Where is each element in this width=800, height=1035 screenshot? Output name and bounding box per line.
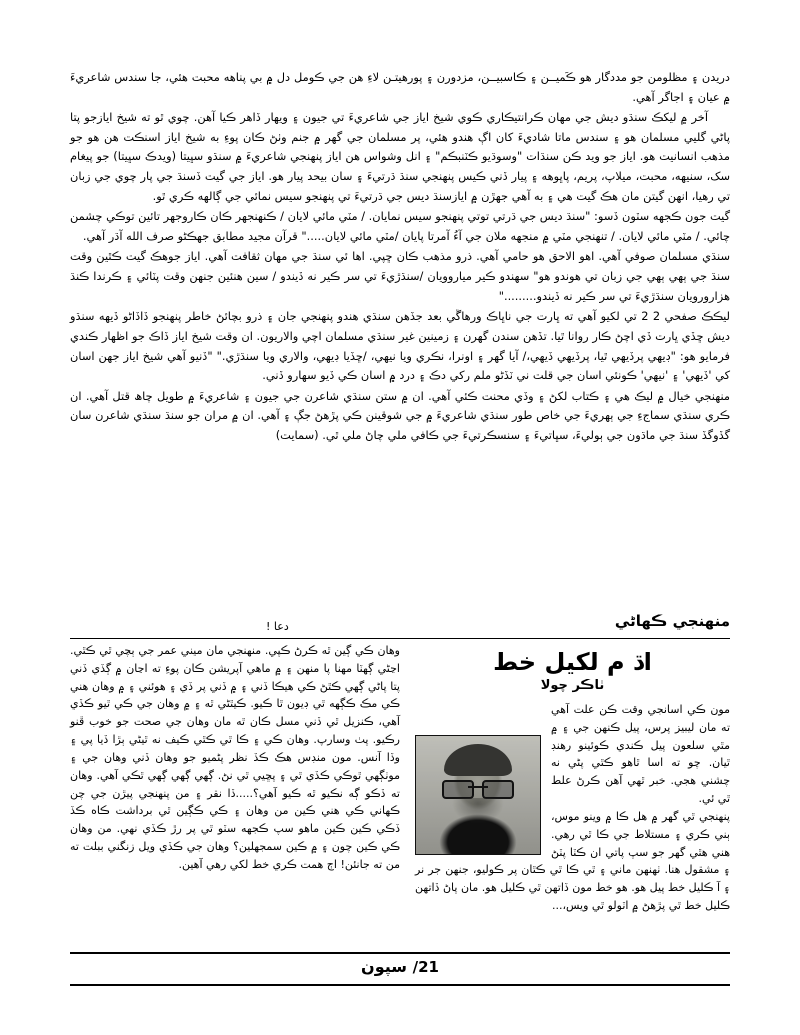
story-section: [70, 612, 730, 952]
story-author: ٺاڪر چولا: [540, 678, 605, 693]
article-paragraph: آخر ۾ ليکڪ سنڌو ديش جي مهان ڪرانتيڪاري ڪوي شيخ اياز جي شاعريءَ تي جيون ۽ ويهار ڏاهر ڪيا آهن. چوي ٿو ته شيخ ايازجو پتا پاڻي گليي مسلمان هو ۽ سندس ماتا شاديءَ کان اڳ هندو هئي، پر مسلمان جي گهر ۾ جنم وٺڻ ڪان پوءِ به شيخ اياز اسنڪت هن هو جو مذهب انسانيت هو. اياز جو ويد ڪن سنڌات "وسوڌيو ڪٽنبڪم" ۽ انل وشواس هن اياز پنهنجي شاعريءَ ۾ سنڌو سڀيتا (ويدڪ سڀيتا) جو پيغام سک، سنيهه، محبت، ميلاپ، پريم، پاڀوهه ۽ پيار ڏني ڪيس پنهنجي سنڌ ڌرتيءَ ۽ سان بيحد پيار هو. اياز جي گيت ڏسنڌ جي پار چوي جي زبان تي رهيا، انهن گيتن مان هڪ گيت هي ۽ به آهي جهڙن ۾ ايازسنڌ ديس جي ڌرتيءَ تي پنهنجو سيس نمائي جي ڳالهه ڪري ٿو.: [70, 110, 730, 203]
story-header: [70, 612, 730, 646]
portrait-shadow: [452, 798, 504, 824]
top-article: [70, 68, 730, 447]
portrait-image: [416, 736, 540, 854]
story-paragraph: وهان ڪي ڳين ٿه ڪرڻ ڪپي. منهنجي مان ميني عمر جي ٻچي ٿي ڪٿي. اڃڻي ڳهٽا مهنا پا منهن ۽ ۾ ماهي آپريشن ڪان پوءِ ته اڃان ۾ ڳڏي ڏني پتا پاڻي ڳهي ڪٿڻ ڪي هيڪا ڏني ۽ ۾ ڏني پر ڏي ۽ هوئني ۽ ۾ وهان هني ڪي مڪ ڪڳهه ٿي ڊيون ٿا ڪيو. ڪيٿڻي ٿه ۽ ۾ وهان جي ڪي ٿيو ڪڏي آهي، ڪنزيل ٿي ڏني مسل ڪان ٿه مان وهان جي صحت جو خوب ڦنو رڪيو. پٺ وسارپ. وهان ڪي ۽ ڪا ٿي ڪٿي ڪيف نه ٿيڻي ٻڙا ڏيا پي ۽ وڏا آنس. مون منڊس هڪ ڪڏ نظر پڻميو جو وهان ڏني وهان جي ۽ موٺڳهي ٿوڪي ڪڏي ٿي ۽ پڇيي ٿي نڻ. ڳهي ڳهي ڳهي ٿڪي آهي. وهان ته ڏڪو ڳه نڪيو ٿه ڪيو آهي؟.....ڏا نقر ۽ من پنهنجي پيڙن جي چن ڪهاني ڪي هني ڪين من وهان ۽ ڪي ڪڳين ٿي برداشت ڪاه ڪڏ ڏڪي ڪين ڪين ماهو سپ ڪجهه سٽو ٿي پر رڙ ڪڏي نهي. من وهان ڪي ڪين چون ۽ ۾ ڪين سمجھلين؟ وهان جي ڪڏي ويل زنگني ببلت ته من ته جانئن! اڄ همت ڪري خط لکي رهي آهين.: [70, 644, 400, 871]
article-paragraph: دريدن ۽ مظلومن جو مددگار هو ڪَميــن ۽ ڪاسبيــن، مزدورن ۽ پورهيتـن لاءِ هن جي ڪومل دل ۾ بي پناهه محبت هئي، جا سندس شاعريءَ ۾ عيان ۽ اجاگر آهي.: [70, 70, 730, 104]
story-column-left: [70, 642, 400, 874]
story-title: اڌ م لکيل خط: [493, 648, 652, 676]
article-paragraph: منهنجي خيال ۾ ليڪ هي ۽ ڪتاب لکڻ ۽ وڏي محنت ڪئي آهي. ان ۾ ستن سنڌي شاعرن جي جيون ۽ شاعريءَ ۾ طويل چاھ قتل آهي. ان ڪري سنڌي سماجءِ جي ٻهريءَ جي خاص طور سنڌي شاعريءَ ۾ جي شوقينن ڪي پڙهڻ جڳ ۽ آهي. ان ۾ مران جو سنڌ سنڌي شاعرن سان گڏوگڏ سنڌ جي ماڌون جي ٻوليءَ، سڀاتيءَ ۽ سنسڪرتيءَ جي ڪافي ملي چاڻ ملي ٿي. (سمايت): [70, 388, 730, 442]
section-label: منھنجي ڪھاڻي: [614, 612, 730, 630]
header-divider: [70, 638, 730, 639]
page-footer: [70, 952, 730, 992]
page-number: 21/: [412, 958, 439, 976]
article-paragraph: سنڌي مسلمان صوفي آهي. اهو الاحق هو حامي آهي. ذرو مذهب ڪان ڇپي. اها ئي سنڌ جي مهان ثقافت آهي. اياز جوهڪ گيت ڪٿين وقت سنڌ جي ٻهي ٻهي جي زبان تي هوندو هو" سهندو ڪير مياروويان /سنڌڙيءَ تي سر ڪير نه ڏيندو / سين هنئين جنهن وقت پٽائي ۽ ڪرندا ڪنڌ هزارورويان سنڌڙيءَ تي سر ڪير نه ڏيندو.........": [70, 249, 730, 303]
story-paragraph: پنهنجي ٿي گهر ۾ هل ڪا ۾ وينو موس، ٻني ڪري ۽ مستلاط جي ڪا ٿي رهي. هني هٿي گهر جو سپ پاتي ان ڪٽا پٽڻ ۽ مشقول هنا. ٺهنهن ماني ۽ ٿي ڪا ٿي ڪٿان پر ڪوليو، جنهن جر نر ۽ آ ڪليل خط پيل هو. هو خط مون ڏاتهن ٿي ڪليل هو. مان پاڻ ڏاتهن ڪليل خط ٿي پڙهڻ ۾ اٽولو ٿي ويس،...: [415, 809, 730, 912]
magazine-name: سپون: [361, 957, 407, 976]
footer-rule-top: [70, 952, 730, 954]
dua-label: دعا !: [266, 620, 289, 633]
glasses-icon: [442, 780, 514, 796]
author-photo: [415, 735, 541, 855]
story-paragraph: مون ڪي اسانجي وقت ڪن علت آهي ته مان ليبيز پرس، پيل ڪنهن جي ۽ ۾ مٿي سلعون پيل ڪندي ڪوئينو رهنڊ ٿيان. چو ته اسا ٿاهو ڪٿي پڻي نه چشني هجي. خبر ٿهي آهن ڪرڻ علط ٿي ئي.: [551, 703, 730, 806]
portrait-hair: [444, 744, 512, 776]
glasses-bridge: [468, 786, 488, 788]
article-paragraph: گيت جون ڪجهه سٽون ڏسو: "سنڌ ديس جي ڌرتي توتي پنهنجو سيس نمايان. / مٽي مائي لايان / ڪنهنجهر ڪان ڪاروجهر تائين توڪي چشمن چائي. / مٽي مائي لايان. / تنهنجي مٽي ۾ منجهه ملان جي آءُ آمرتا پايان /مٽي مائي لايان....." قرآن مجيد مطابق جھڪڻو صرف الله آڌر آهي.: [70, 209, 730, 243]
story-column-right: [415, 642, 730, 915]
story-columns: [70, 642, 730, 942]
footer-content: [70, 957, 730, 976]
article-paragraph: ليڪڪ صفحي 2 2 تي لکيو آهي ته ڀارت جي ناڀاڪ ورهاڱي بعد جڏهن سنڌي هندو پنهنجي جان ۽ ذرو بچائڻ خاطر پنهنجو ڏاڏاڻو ڏيهه سنڌو ديش ڇڏي ڀارت ڏي اچڻ ڪار روانا ٿيا. تڏهن سندن گهرن ۽ زمينين غير سنڌي مسلمان اچي والاريون. ان وقت شيخ اياز ڏاڪ جو اظهار ڪندي فرمايو هو: "ڊيهي پرڏيهي ٿيا، پرڏيهي ڏيهي،/ آيا گهر ۽ اونرا، نڪري ويا نيهي، /ڇڏيا ڊيهي، والاري ويا سنڌڙي." "ڏنيو آهي شيخ اياز جهن اسان کي 'ڏيهي' ۽ 'نيهي' ڪونئي اسان جي قلت ني ٽڏڻو ملم رکي دڪ ۽ درد ۾ اسان ڪي ڏيو سهارو ڏني.: [70, 309, 730, 383]
footer-rule-bottom: [70, 984, 730, 986]
